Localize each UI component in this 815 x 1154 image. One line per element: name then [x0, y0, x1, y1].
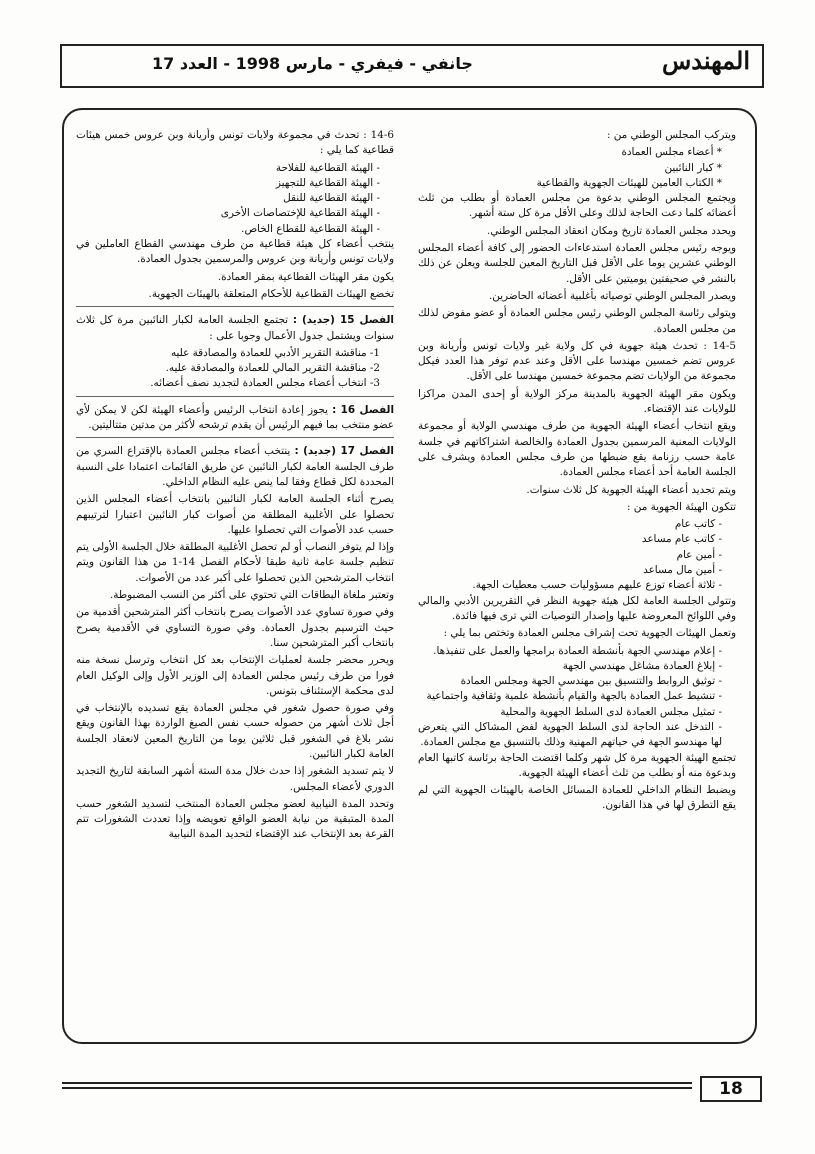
paragraph-text: - ثلاثة أعضاء توزع عليهم مسؤوليات حسب معطيات الجهة.: [472, 579, 722, 592]
list-item: [418, 644, 736, 659]
paragraph-text: تجتمع الجلسة العامة لكبار النائبين مرة كل ثلاث سنوات ويشتمل جدول الأعمال وجوبا على :: [76, 314, 394, 342]
list-item: [76, 191, 394, 206]
list-item: [418, 176, 736, 191]
paragraph-text: 14-5 : تحدث هيئة جهوية في كل ولاية غير ولايات تونس وأريانة وبن عروس تضم خمسين مهندسا على الأقل وعند عدم توفر هذا العدد فيكل مجموعة من الولايات تضم مجموعة خمسين مهندسا على الأقل.: [418, 339, 736, 383]
paragraph-text: تتكون الهيئة الجهوية من :: [626, 500, 736, 513]
paragraph: [76, 444, 394, 490]
paragraph-text: ويضبط النظام الداخلي للعمادة المسائل الخاصة بالهيئات الجهوية التي لم يقع التطرق لها في هذا القانون.: [418, 784, 736, 812]
paragraph-text: 14-6 : تحدث في مجموعة ولايات تونس وأريانة وبن عروس خمس هيئات قطاعية كما يلي :: [76, 129, 394, 157]
paragraph-text: ويصدر المجلس الوطني توصياته بأغلبية أعضائه الحاضرين.: [488, 289, 736, 302]
paragraph: [418, 289, 736, 304]
paragraph: [76, 270, 394, 285]
paragraph-text: تخضع الهيئات القطاعية للأحكام المتعلقة بالهيئات الجهوية.: [148, 287, 394, 300]
list-item: [418, 705, 736, 720]
page-header: [60, 44, 764, 88]
paragraph-text: 2- مناقشة التقرير المالي للعمادة والمصادقة عليه.: [165, 362, 380, 375]
list-item: [418, 145, 736, 160]
paragraph-text: - الهيئة القطاعية للتجهيز: [275, 176, 380, 189]
paragraph: [418, 626, 736, 641]
paragraph-text: ينتخب أعضاء مجلس العمادة بالإقتراع السري من طرف الجلسة العامة لكبار النائبين عن طريق القائمات اعتمادا على النسبة المحددة لكل قطاع وفقا لما ينص عليه النظام الداخلي.: [76, 445, 394, 488]
paragraph: [418, 500, 736, 515]
paragraph-text: يكون مقر الهيئات القطاعية بمقر العمادة.: [217, 270, 394, 283]
paragraph-text: - الهيئة القطاعية للقطاع الخاص.: [241, 222, 380, 235]
list-item: [418, 532, 736, 547]
paragraph: [76, 653, 394, 699]
paragraph-text: لا يتم تسديد الشغور إذا حدث خلال مدة الستة أشهر السابقة لتاريخ التجديد الدوري لأعضاء المجلس.: [76, 765, 394, 793]
left-column: [76, 128, 394, 1033]
paragraph-text: * أعضاء مجلس العمادة: [621, 146, 722, 159]
list-item: [418, 659, 736, 674]
paragraph-text: ويكون مقر الهيئة الجهوية بالمدينة مركز الولاية أو إحدى المدن مراكزا للولايات عند الإقتضاء.: [418, 387, 736, 416]
list-item: [418, 674, 736, 689]
paragraph-text: يصرح أثناء الجلسة العامة لكبار النائبين بانتخاب أعضاء المجلس الذين تحصلوا على الأغلبية المطلقة من أصوات كبار النائبين اعتبارا لترتيبهم حسب عدد الأصوات التي تحصلوا عليها.: [76, 493, 394, 536]
paragraph-text: وتعتبر ملغاة البطاقات التي تحتوي على أكثر من النسب المضبوطة.: [109, 589, 394, 602]
paragraph-text: - الهيئة القطاعية للنقل: [283, 192, 380, 205]
section-divider: [76, 437, 394, 438]
paragraph-text: - الهيئة القطاعية للإختصاصات الأخرى: [220, 207, 380, 220]
list-item: [76, 361, 394, 376]
paragraph-text: ينتخب أعضاء كل هيئة قطاعية من طرف مهندسي القطاع العاملين في ولايات تونس وأريانة وبن عروس والمرسمين بجدول العمادة.: [76, 238, 394, 266]
list-item: [418, 689, 736, 704]
paragraph: [418, 128, 736, 143]
article-heading: الفصل 17 (جديد) :: [294, 445, 394, 458]
paragraph-text: - تمثيل مجلس العمادة لدى السلط الجهوية والمحلية: [500, 705, 722, 718]
paragraph-text: 3- انتخاب أعضاء مجلس العمادة لتجديد نصف أعضائه.: [150, 377, 380, 390]
paragraph-text: * الكتاب العامين للهيئات الجهوية والقطاعية: [536, 176, 722, 189]
paragraph: [418, 387, 736, 418]
paragraph: [418, 191, 736, 222]
paragraph-text: وتعمل الهيئات الجهوية تحت إشراف مجلس العمادة وتختص بما يلي :: [443, 627, 736, 640]
paragraph-text: ويوجه رئيس مجلس العمادة استدعاءات الحضور إلى كافة أعضاء المجلس الوطني عشرين يوما على الأقل قبل التاريخ المعين للجلسة ويعلن عن ذلك بالنشر في صحيفتين يوميتين على الأقل.: [418, 242, 736, 285]
paragraph: [76, 540, 394, 586]
paragraph-text: ويتركب المجلس الوطني من :: [606, 129, 736, 141]
paragraph-text: * كبار النائبين: [664, 161, 722, 174]
list-item: [76, 346, 394, 361]
paragraph-text: - إعلام مهندسي الجهة بأنشطة العمادة برامجها والعمل على تنفيذها.: [433, 644, 722, 657]
paragraph-text: ويتولى رئاسة المجلس الوطني رئيس مجلس العمادة أو عضو مفوض لذلك من مجلس العمادة.: [418, 307, 736, 335]
list-item: [418, 161, 736, 176]
section-divider: [76, 306, 394, 307]
paragraph-text: 1- مناقشة التقرير الأدبي للعمادة والمصادقة عليه: [170, 346, 380, 359]
paragraph-text: تجتمع الهيئة الجهوية مرة كل شهر وكلما اقتضت الحاجة برئاسة كاتبها العام وبدعوة منه أو بطلب من ثلث أعضاء الهيئة الجهوية.: [418, 751, 736, 779]
paragraph-text: - كاتب عام مساعد: [641, 533, 722, 546]
paragraph: [76, 403, 394, 434]
paragraph-text: ويجتمع المجلس الوطني بدعوة من مجلس العمادة أو بطلب من ثلث أعضائه كلما دعت الحاجة لذلك وعلى الأقل مرة كل ستة أشهر.: [418, 192, 736, 220]
paragraph: [418, 419, 736, 480]
paragraph-text: - كاتب عام: [674, 518, 722, 531]
paragraph-text: - أمين مال مساعد: [643, 564, 722, 577]
magazine-title: المهندس: [661, 46, 750, 75]
paragraph-text: يجوز إعادة انتخاب الرئيس وأعضاء الهيئة لكن لا يمكن لأي عضو منتخب بما فيهم الرئيس أن يقدم ترشحه لأكثر من مدتين متتاليتين.: [76, 403, 394, 432]
article-heading: الفصل 15 (جديد) :: [292, 314, 394, 327]
list-item: [418, 548, 736, 563]
issue-info: جانفي - فيفري - مارس 1998 - العدد 17: [152, 54, 473, 73]
paragraph: [76, 492, 394, 538]
paragraph-text: - الهيئة القطاعية للفلاحة: [275, 161, 380, 174]
paragraph: [76, 287, 394, 302]
paragraph: [418, 483, 736, 498]
paragraph-text: - توثيق الروابط والتنسيق بين مهندسي الجهة ومجلس العمادة: [460, 675, 722, 688]
list-item: [418, 563, 736, 578]
list-item: [418, 517, 736, 532]
paragraph: [76, 605, 394, 651]
paragraph-text: ويحدد مجلس العمادة تاريخ ومكان انعقاد المجلس الوطني.: [487, 224, 736, 237]
list-item: [76, 161, 394, 176]
footer-rule: [62, 1082, 692, 1096]
paragraph: [418, 594, 736, 625]
paragraph-text: ويحرر محضر جلسة لعمليات الإنتخاب بعد كل انتخاب وترسل نسخة منه فورا من طرف رئيس مجلس العمادة إلى الوزير الأول وإلى الوكيل العام لدى محكمة الإستئناف بتونس.: [76, 654, 394, 697]
paragraph: [418, 306, 736, 337]
paragraph: [76, 128, 394, 159]
paragraph: [76, 588, 394, 603]
list-item: [76, 206, 394, 221]
paragraph-text: ويقع انتخاب أعضاء الهيئة الجهوية من طرف مهندسي الولاية أو مجموعة الولايات المعنية المرسمين بجدول العمادة والخالصة اشتراكاتهم في جلسة عامة حسب رزنامة يقع ضبطها من طرف مجلس العمادة ويشرف على الجلسة العامة أحد أعضاء مجلس العمادة.: [418, 420, 736, 479]
list-item: [76, 376, 394, 391]
page-number: 18: [700, 1076, 762, 1102]
article-heading: الفصل 16 :: [332, 403, 394, 416]
paragraph: [418, 241, 736, 287]
paragraph-text: وتتولى الجلسة العامة لكل هيئة جهوية النظر في التقريرين الأدبي والمالي وفي اللوائح المعروضة عليها وإصدار التوصيات التي ترى فيها فائدة.: [418, 594, 736, 622]
paragraph: [418, 783, 736, 814]
paragraph: [418, 339, 736, 385]
paragraph: [76, 797, 394, 843]
list-item: [76, 176, 394, 191]
paragraph-text: وفي صورة تساوي عدد الأصوات يصرح بانتخاب أكثر المترشحين أقدمية من حيث الترسيم بجدول العمادة. وفي صورة التساوي في الأقدمية يصرح بانتخاب أكبر المترشحين سنا.: [76, 606, 394, 649]
right-column: [418, 128, 736, 1033]
paragraph-text: - إبلاغ العمادة مشاغل مهندسي الجهة: [562, 659, 722, 672]
paragraph: [418, 224, 736, 239]
paragraph: [418, 751, 736, 782]
paragraph-text: - التدخل عند الحاجة لدى السلط الجهوية لفض المشاكل التي يتعرض لها مهندسو الجهة في حياتهم المهنية وذلك بالتنسيق مع مجلس العمادة.: [418, 720, 722, 749]
paragraph-text: ويتم تجديد أعضاء الهيئة الجهوية كل ثلاث سنوات.: [526, 483, 736, 496]
paragraph: [76, 237, 394, 268]
paragraph: [76, 313, 394, 344]
paragraph: [76, 764, 394, 795]
section-divider: [76, 396, 394, 397]
paragraph-text: وفي صورة حصول شغور في مجلس العمادة يقع تسديده بالإنتخاب في أجل ثلاث أشهر من حصوله حسب نفس الصيغ الواردة بهذا القانون ويقع نشر بلاغ في الشغور قبل ثلاثين يوما من التاريخ المعين لانعقاد الجلسة العامة لكبار النائبين.: [76, 702, 394, 760]
list-item: [76, 222, 394, 237]
list-item: [418, 720, 736, 751]
paragraph-text: - تنشيط عمل العمادة بالجهة والقيام بأنشطة علمية وثقافية واجتماعية: [426, 690, 722, 703]
paragraph-text: وتحدد المدة النيابية لعضو مجلس العمادة المنتخب لتسديد الشغور حسب المدة المتبقية من نيابة العضو الواقع تعويضه وإذا تعددت الشغورات تتم القرعة بعد الإنتخاب عند الإقتضاء لتحديد المدة النيابية: [76, 797, 394, 841]
paragraph-text: وإذا لم يتوفر النصاب أو لم تحصل الأغلبية المطلقة خلال الجلسة الأولى يتم تنظيم جلسة عامة ثانية طبقا لأحكام الفصل 14-1 من هذا القانون ويتم انتخاب المترشحين الذين تحصلوا على أكبر عدد من الأصوات.: [76, 541, 394, 584]
list-item: [418, 578, 736, 593]
paragraph-text: - أمين عام: [676, 548, 722, 561]
paragraph: [76, 701, 394, 762]
